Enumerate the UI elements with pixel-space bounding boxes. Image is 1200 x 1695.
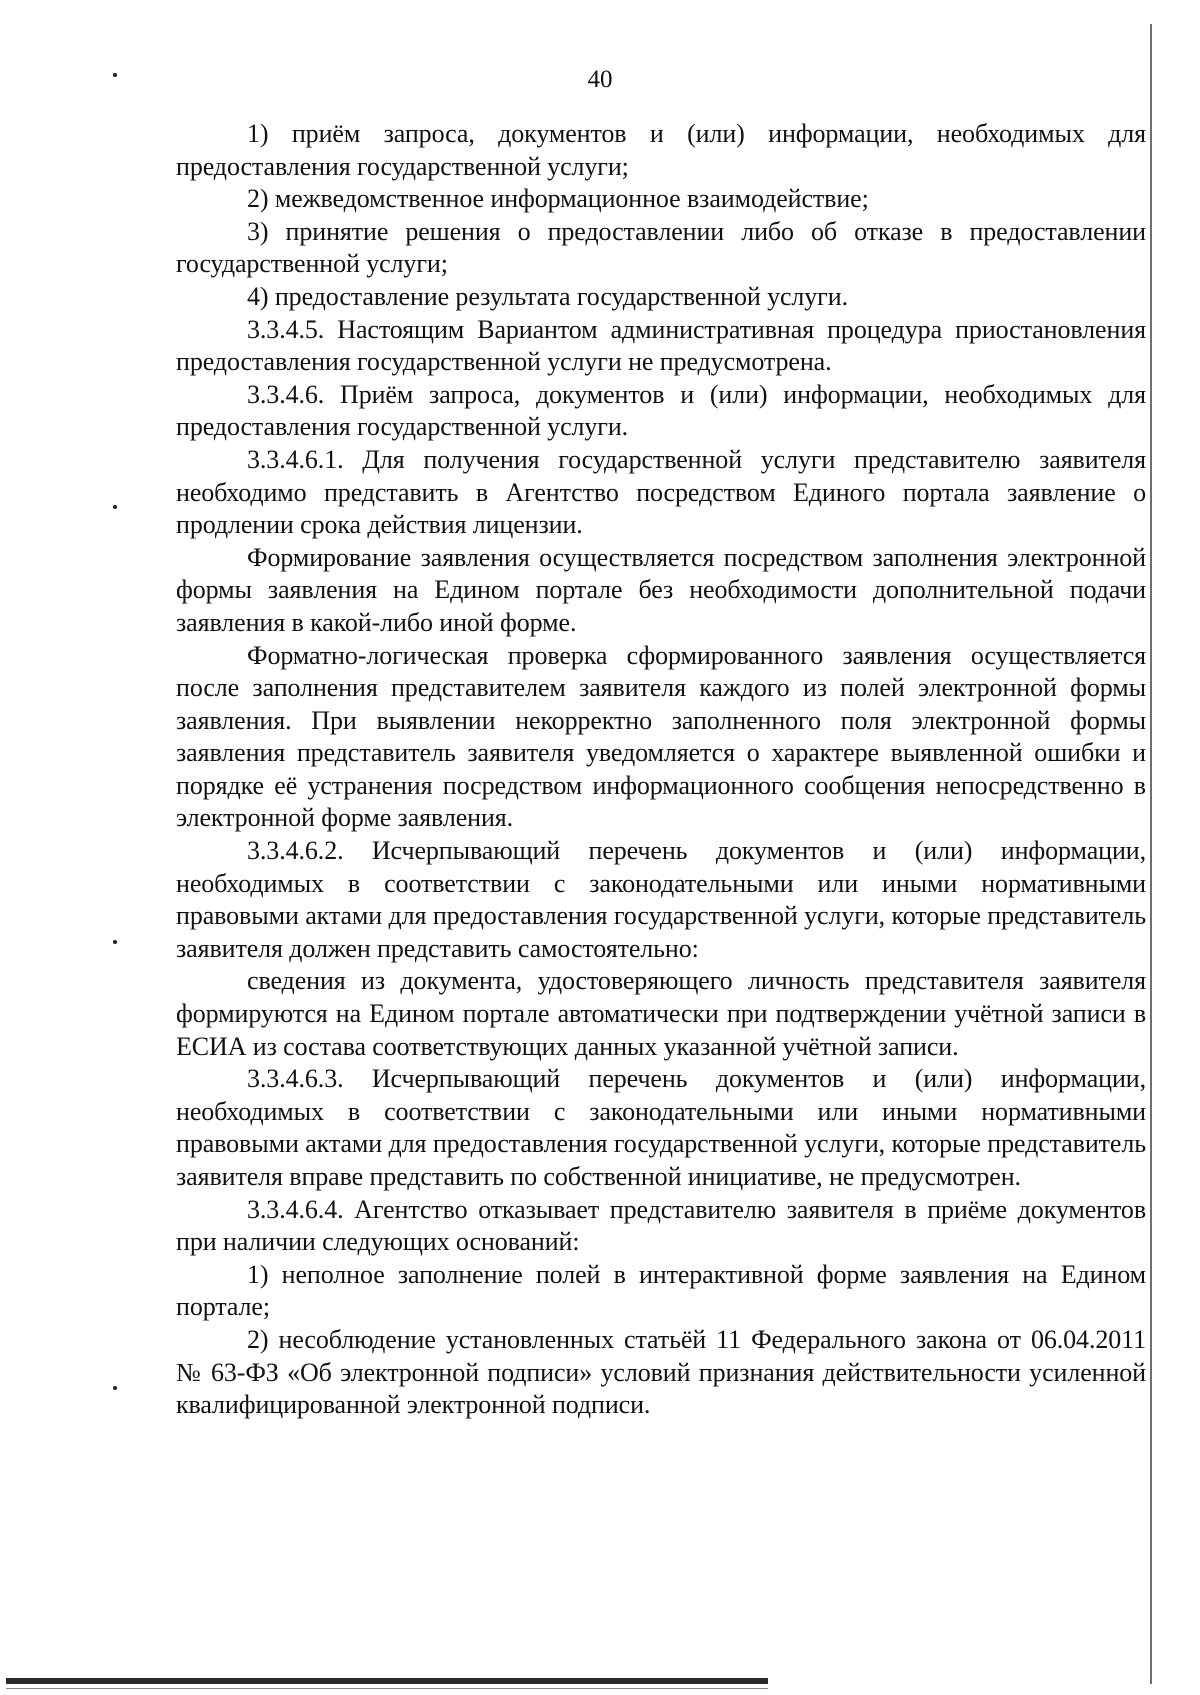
scan-bottom-edge-line	[6, 1678, 768, 1684]
clause-3-3-4-6-1: 3.3.4.6.1. Для получения государственной услуги представителю заявителя необходимо представить в Агентство посредством Единого портала заявление о продлении срока действия лицензии.	[176, 444, 1146, 540]
clause-3-3-4-6-4: 3.3.4.6.4. Агентство отказывает представителю заявителя в приёме документов при наличии следующих оснований:	[176, 1194, 1146, 1257]
paragraph-form-filling: Формирование заявления осуществляется посредством заполнения электронной формы заявления на Едином портале без необходимости дополнительной подачи заявления в какой-либо иной форме.	[176, 542, 1146, 637]
scan-speck	[113, 1386, 117, 1390]
scan-speck	[113, 505, 117, 509]
scan-right-edge-line	[1150, 24, 1152, 1684]
page-number: 40	[587, 66, 613, 93]
clause-3-3-4-5: 3.3.4.5. Настоящим Вариантом административная процедура приостановления предоставления государственной услуги не предусмотрена.	[176, 314, 1146, 377]
paragraph-format-check: Форматно-логическая проверка сформированного заявления осуществляется после заполнения представителем заявителя каждого из полей электронной формы заявления. При выявлении некорректно заполненного поля электронной формы заявления представитель заявителя уведомляется о характере выявленной ошибки и порядке её устранения посредством информационного сообщения непосредственно в электронной форме заявления.	[176, 640, 1146, 833]
document-body	[176, 118, 1146, 1422]
clause-3-3-4-6-3: 3.3.4.6.3. Исчерпывающий перечень документов и (или) информации, необходимых в соответствии с законодательными или иными нормативными правовыми актами для предоставления государственной услуги, которые представитель заявителя вправе представить по собственной инициативе, не предусмотрен.	[176, 1064, 1146, 1191]
list-item-decision: 3) принятие решения о предоставлении либо об отказе в предоставлении государственной услуги;	[176, 216, 1146, 279]
clause-3-3-4-6-2: 3.3.4.6.2. Исчерпывающий перечень документов и (или) информации, необходимых в соответствии с законодательными или иными нормативными правовыми актами для предоставления государственной услуги, которые представитель заявителя должен представить самостоятельно:	[176, 836, 1146, 963]
scan-speck	[113, 940, 117, 944]
refusal-ground-1: 1) неполное заполнение полей в интерактивной форме заявления на Едином портале;	[176, 1259, 1146, 1322]
refusal-ground-2: 2) несоблюдение установленных статьёй 11 Федерального закона от 06.04.2011 № 63-ФЗ «Об электронной подписи» условий признания действительности усиленной квалифицированной электронной подписи.	[176, 1324, 1146, 1420]
paragraph-identity-document: сведения из документа, удостоверяющего личность представителя заявителя формируются на Едином портале автоматически при подтверждении учётной записи в ЕСИА из состава соответствующих данных указанной учётной записи.	[176, 966, 1146, 1061]
list-item-result: 4) предоставление результата государственной услуги.	[247, 281, 848, 311]
clause-3-3-4-6: 3.3.4.6. Приём запроса, документов и (или) информации, необходимых для предоставления государственной услуги.	[176, 379, 1146, 442]
list-item-receipt-of-request: 1) приём запроса, документов и (или) информации, необходимых для предоставления государственной услуги;	[176, 119, 1146, 181]
list-item-interagency-interaction: 2) межведомственное информационное взаимодействие;	[247, 184, 869, 214]
